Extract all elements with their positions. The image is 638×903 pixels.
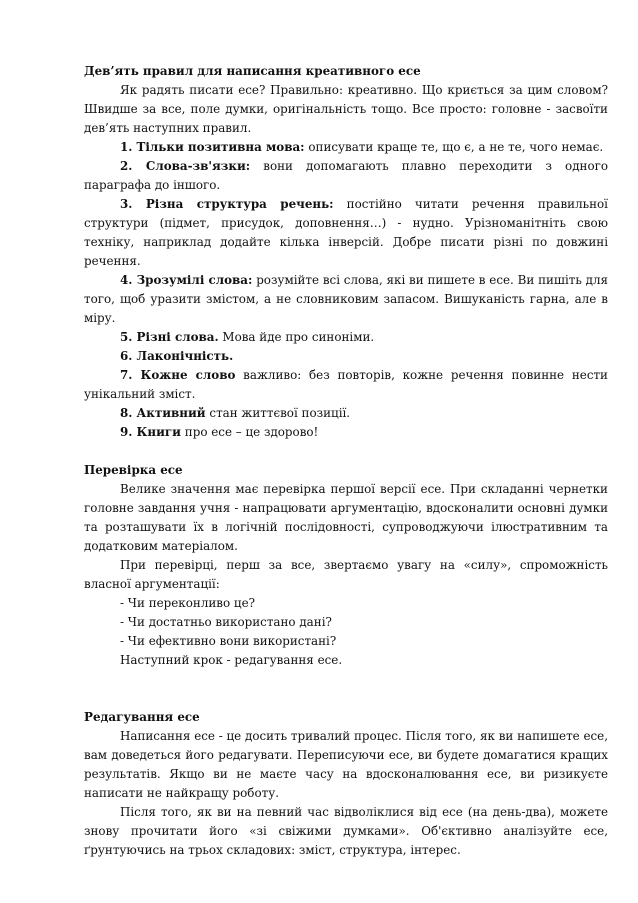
next-step-line: Наступний крок - редагування есе.: [120, 653, 343, 667]
section-title-editing: Редагування есе: [84, 710, 200, 724]
rule-text: про есе – це здорово!: [181, 425, 319, 439]
rule-text: стан життєвої позиції.: [205, 406, 351, 420]
rule-item: [84, 157, 608, 195]
rule-label: 4. Зрозумілі слова:: [120, 273, 253, 287]
rule-label: 7. Кожне слово: [120, 368, 236, 382]
question-item: - Чи переконливо це?: [120, 596, 255, 610]
rule-item: [84, 195, 608, 271]
rule-item: [84, 138, 608, 157]
editing-paragraph: Написання есе - це досить тривалий процес. Після того, як ви напишете есе, вам доведеться його редагувати. Переписуючи есе, ви будете домагатися кращих результатів. Якщо ви не маєте часу на вдосконалювання есе, ви ризикуєте написати не найкращу роботу.: [84, 729, 608, 800]
review-paragraph: При перевірці, перш за все, звертаємо увагу на «силу», спроможність власної аргументації:: [84, 558, 608, 591]
rule-label: 5. Різні слова.: [120, 330, 219, 344]
rule-item: [84, 271, 608, 328]
rule-label: 9. Книги: [120, 425, 181, 439]
question-item: - Чи достатньо використано дані?: [120, 615, 332, 629]
section-title-rules: Дев’ять правил для написання креативного есе: [84, 64, 421, 78]
rule-text: важливо: без повторів, кожне речення повинне нести унікальний зміст.: [84, 368, 608, 401]
rule-text: описувати краще те, що є, а не те, чого немає.: [304, 140, 604, 154]
rule-label: 6. Лаконічність.: [120, 349, 234, 363]
spacer: [84, 442, 608, 461]
rule-text: Мова йде про синоніми.: [218, 330, 375, 344]
spacer: [84, 670, 608, 708]
rule-item: [84, 404, 608, 423]
document-page: [84, 62, 608, 860]
rule-label: 8. Активний: [120, 406, 206, 420]
rule-item: [84, 366, 608, 404]
question-item: - Чи ефективно вони використані?: [120, 634, 337, 648]
editing-paragraph: Після того, як ви на певний час відволіклися від есе (на день-два), можете знову прочитати його «зі свіжими думками». Об'єктивно аналізуйте есе, ґрунтуючись на трьох складових: зміст, структура, інтерес.: [84, 805, 608, 857]
rule-item: [84, 328, 608, 347]
rule-item: [84, 347, 608, 366]
rule-text: вони допомагають плавно переходити з одного параграфа до іншого.: [84, 159, 608, 192]
intro-paragraph: Як радять писати есе? Правильно: креативно. Що криється за цим словом? Швидше за все, поле думки, оригінальність тощо. Все просто: головне - засвоїти дев’ять наступних правил.: [84, 83, 608, 135]
rule-text: постійно читати речення правильної структури (підмет, присудок, доповнення…) - нудно. Урізноманітніть свою техніку, наприклад додайте кілька інверсій. Добре писати різні по довжині речення.: [84, 197, 608, 268]
review-paragraph: Велике значення має перевірка першої версії есе. При складанні чернетки головне завдання учня - напрацювати аргументацію, вдосконалити основні думки та розташувати їх в логічній послідовності, супроводжуючи ілюстративним та додатковим матеріалом.: [84, 482, 608, 553]
rule-item: [84, 423, 608, 442]
rule-label: 3. Різна структура речень:: [120, 197, 334, 211]
rule-label: 2. Слова-зв'язки:: [120, 159, 251, 173]
section-title-review: Перевірка есе: [84, 463, 183, 477]
rule-text: розумійте всі слова, які ви пишете в есе. Ви пишіть для того, щоб уразити змістом, а не словниковим запасом. Вишуканість гарна, але в міру.: [84, 273, 608, 325]
rule-label: 1. Тільки позитивна мова:: [120, 140, 305, 154]
